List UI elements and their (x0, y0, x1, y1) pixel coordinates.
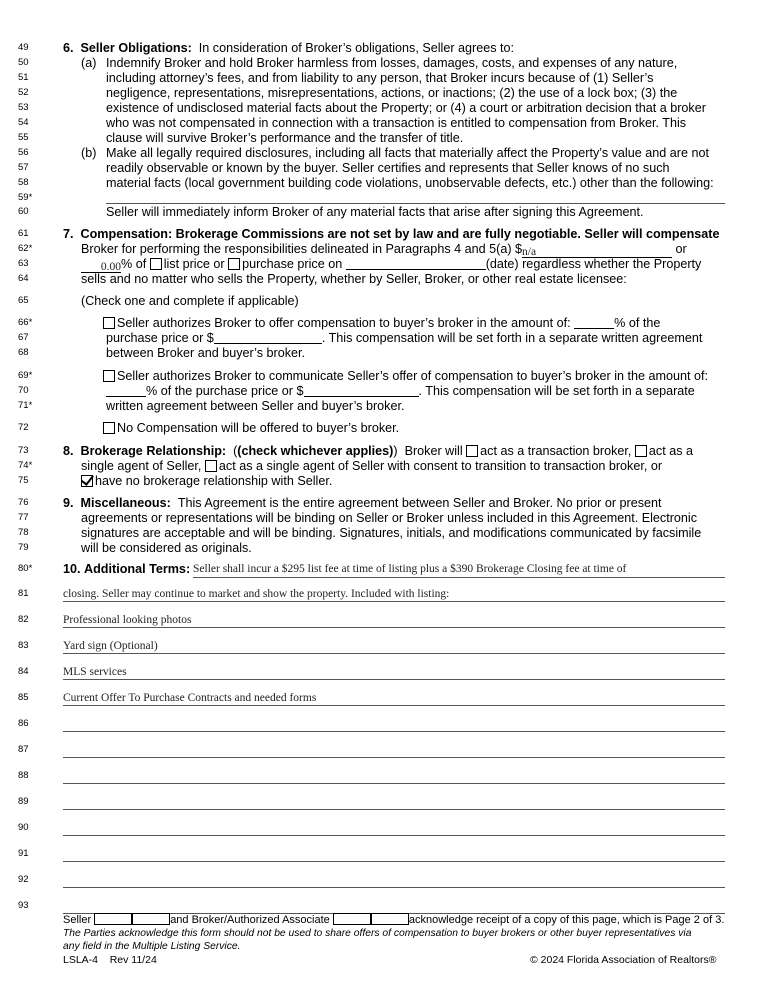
section-number: 6. (63, 41, 74, 55)
additional-terms-text[interactable]: Professional looking photos (63, 614, 192, 626)
section-intro: In consideration of Broker’s obligations, Seller agrees to: (198, 41, 515, 55)
additional-terms-text[interactable]: Yard sign (Optional) (63, 640, 158, 652)
option-1-text: Seller authorizes Broker to offer compensation to buyer’s broker in the amount of: (117, 316, 571, 330)
additional-terms-text[interactable]: Seller shall incur a $295 list fee at time of listing plus a $390 Brokerage Closing fee at time of (193, 563, 627, 575)
or-text: or (675, 242, 687, 256)
additional-terms-line[interactable] (193, 577, 725, 578)
list-price-label: list price or (163, 257, 225, 271)
line-number: 88 (18, 770, 29, 781)
line-number: 66* (18, 317, 33, 328)
option-1-line1 (103, 316, 660, 330)
section-title: Additional Terms: (84, 562, 191, 576)
option-1-text: . This compensation will be set forth in a separate written agreement (321, 331, 703, 345)
purchase-price-checkbox[interactable] (228, 258, 240, 270)
clause-b-last: Seller will immediately inform Broker of any material facts that arise after signing this Agreement. (106, 205, 644, 219)
clause-a-line: clause will survive Broker’s performance and the transfer of title. (106, 131, 464, 145)
line-number: 82 (18, 614, 29, 625)
line-number: 68 (18, 347, 29, 358)
option-2-line3: written agreement between Seller and buyer’s broker. (106, 399, 405, 413)
additional-terms-text[interactable]: closing. Seller may continue to market and show the property. Included with listing: (63, 588, 450, 600)
line-number: 91 (18, 848, 29, 859)
option-2-text: Seller authorizes Broker to communicate Seller’s offer of compensation to buyer’s broker in the amount of: (117, 369, 709, 383)
line-number: 83 (18, 640, 29, 651)
line-number: 77 (18, 512, 29, 523)
line-number: 70 (18, 385, 29, 396)
clause-a-line: including attorney’s fees, and from liability to any person, that Broker incurs because of (1) Seller’s (106, 71, 654, 85)
line-number: 54 (18, 117, 29, 128)
clause-a-line: who was not compensated in connection with a transaction is entitled to compensation from Broker. This (106, 116, 687, 130)
option-2-line2 (106, 384, 695, 398)
option-1-percent-field[interactable] (574, 317, 614, 329)
seller-initials-box[interactable] (94, 913, 132, 925)
line-number: 76 (18, 497, 29, 508)
section-number: 9. (63, 496, 74, 510)
section-title: Miscellaneous: (80, 496, 171, 510)
section-9-line: will be considered as originals. (81, 541, 252, 555)
line-number: 80* (18, 563, 33, 574)
line-number: 65 (18, 295, 29, 306)
line-number: 52 (18, 87, 29, 98)
line-number: 67 (18, 332, 29, 343)
check-instruction: (check whichever applies) (237, 444, 394, 458)
section-8-line3 (81, 474, 332, 488)
no-relationship-checkbox[interactable] (81, 475, 93, 487)
line-number: 74* (18, 460, 33, 471)
seller-label: Seller (63, 914, 92, 926)
line-number: 63 (18, 258, 29, 269)
clause-b-line: readily observable or known by the buyer. Seller certifies and represents that Seller knows of no such (106, 161, 670, 175)
form-id: LSLA-4 Rev 11/24 (63, 954, 157, 966)
line-number: 81 (18, 588, 29, 599)
line-number: 90 (18, 822, 29, 833)
disclosure-input-line[interactable] (106, 203, 725, 204)
purchase-price-label: purchase price on (242, 257, 343, 271)
line-number: 84 (18, 666, 29, 677)
transition-checkbox[interactable] (205, 460, 217, 472)
line-number: 78 (18, 527, 29, 538)
section-10-heading (63, 562, 190, 576)
section-7-line1 (63, 227, 719, 241)
option-1-text: % of the (614, 316, 661, 330)
single-agent-checkbox[interactable] (635, 445, 647, 457)
section-8-line2 (81, 459, 662, 473)
compensation-text: Broker for performing the responsibilities delineated in Paragraphs 4 and 5(a) $ (81, 242, 523, 256)
option-3-text: No Compensation will be offered to buyer’s broker. (117, 421, 400, 435)
option-2-text: % of the purchase price or $ (146, 384, 304, 398)
list-price-checkbox[interactable] (150, 258, 162, 270)
section-8-line1: 8. Brokerage Relationship: ((check whichever applies)) Broker will act as a transaction broker, act as a (63, 444, 693, 458)
acknowledge-text: acknowledge receipt of a copy of this page, which is Page 2 of 3. (408, 914, 725, 926)
line-number: 58 (18, 177, 29, 188)
clause-b-line: Make all legally required disclosures, including all facts that materially affect the Property’s value and are not (106, 146, 709, 160)
section-9-line: agreements or representations will be binding on Seller or Broker unless included in this Agreement. Electronic (81, 511, 698, 525)
section-9-line: signatures are acceptable and will be binding. Signatures, initials, and modifications communicated by facsimile (81, 526, 702, 540)
option-2-percent-field[interactable] (106, 385, 146, 397)
section-6-heading (63, 41, 514, 55)
clause-label: (b) (81, 146, 97, 160)
additional-terms-line[interactable] (63, 601, 725, 602)
additional-terms-text[interactable]: Current Offer To Purchase Contracts and needed forms (63, 692, 317, 704)
line-number: 87 (18, 744, 29, 755)
broker-label: and Broker/Authorized Associate (170, 914, 330, 926)
additional-terms-line[interactable] (63, 731, 725, 732)
section-text: This Agreement is the entire agreement between Seller and Broker. No prior or present (177, 496, 662, 510)
option-2-line1 (103, 369, 708, 383)
option-3-line (103, 421, 399, 435)
additional-terms-line[interactable] (63, 887, 725, 888)
line-number: 79 (18, 542, 29, 553)
additional-terms-line[interactable] (63, 783, 725, 784)
line-number: 53 (18, 102, 29, 113)
clause-a-line: Indemnify Broker and hold Broker harmless from losses, damages, costs, and expenses of any nature, (106, 56, 678, 70)
clause-a-line: existence of undisclosed material facts about the Property; or (4) a court or arbitration decision that a broker (106, 101, 706, 115)
line-number: 86 (18, 718, 29, 729)
footer-note: The Parties acknowledge this form should not be used to share offers of compensation to buyer brokers or other buyer representatives via (63, 928, 692, 939)
single-agent-label: act as a (648, 444, 693, 458)
single-agent-label: single agent of Seller, (81, 459, 202, 473)
option-1-line2 (106, 331, 702, 345)
additional-terms-text[interactable]: MLS services (63, 666, 127, 678)
date-field[interactable] (346, 258, 486, 270)
section-number: 10. (63, 562, 81, 576)
line-number: 51 (18, 72, 29, 83)
section-number: 7. (63, 227, 74, 241)
line-number: 71* (18, 400, 33, 411)
additional-terms-line[interactable] (63, 679, 725, 680)
option-1-text: purchase price or $ (106, 331, 214, 345)
line-number: 93 (18, 900, 29, 911)
additional-terms-line[interactable] (63, 627, 725, 628)
no-relationship-label: have no brokerage relationship with Seller. (95, 474, 333, 488)
option-1-line3: between Broker and buyer’s broker. (106, 346, 306, 360)
additional-terms-line[interactable] (63, 705, 725, 706)
broker-initials-box[interactable] (333, 913, 371, 925)
additional-terms-line[interactable] (63, 861, 725, 862)
line-number: 85 (18, 692, 29, 703)
line-number: 55 (18, 132, 29, 143)
section-title: Seller Obligations: (80, 41, 192, 55)
additional-terms-line[interactable] (63, 653, 725, 654)
line-number: 89 (18, 796, 29, 807)
clause-a-line: negligence, representations, misrepresentations, actions, or inactions; (2) the use of a lock box; (3) the (106, 86, 678, 100)
option-1-amount-field[interactable] (214, 332, 322, 344)
transition-label: act as a single agent of Seller with consent to transition to transaction broker, or (218, 459, 663, 473)
option-3-checkbox[interactable] (103, 422, 115, 434)
transaction-broker-checkbox[interactable] (466, 445, 478, 457)
additional-terms-line[interactable] (63, 809, 725, 810)
clause-b-line: material facts (local government building code violations, unobservable defects, etc.) other than the following: (106, 176, 714, 190)
copyright: © 2024 Florida Association of Realtors® (530, 954, 717, 966)
check-one-note: (Check one and complete if applicable) (81, 294, 299, 308)
line-number: 49 (18, 42, 29, 53)
line-number: 72 (18, 422, 29, 433)
additional-terms-line[interactable] (63, 835, 725, 836)
option-1-checkbox[interactable] (103, 317, 115, 329)
broker-will-text: Broker will (404, 444, 463, 458)
line-number: 60 (18, 206, 29, 217)
initials-line (63, 913, 724, 926)
line-number: 61 (18, 228, 29, 239)
percent-field[interactable]: 0.00 (81, 261, 121, 273)
compensation-heading: Compensation: Brokerage Commissions are not set by law and are fully negotiable. Seller will compensate (80, 227, 720, 241)
section-9-line1 (63, 496, 662, 510)
line-number: 92 (18, 874, 29, 885)
line-number: 64 (18, 273, 29, 284)
section-7-line3 (81, 257, 701, 273)
line-number: 57 (18, 162, 29, 173)
line-number: 73 (18, 445, 29, 456)
section-7-line2 (81, 242, 687, 258)
footer-note: any field in the Multiple Listing Service. (63, 941, 241, 952)
transaction-broker-label: act as a transaction broker, (480, 444, 632, 458)
percent-of-text: % of (121, 257, 147, 271)
additional-terms-line[interactable] (63, 757, 725, 758)
clause-label: (a) (81, 56, 97, 70)
line-number: 62* (18, 243, 33, 254)
fee-amount-field[interactable]: n/a (522, 246, 672, 258)
section-title: Brokerage Relationship: (80, 444, 227, 458)
seller-initials-box[interactable] (132, 913, 170, 925)
line-number: 59* (18, 192, 33, 203)
option-2-checkbox[interactable] (103, 370, 115, 382)
date-label: (date) regardless whether the Property (485, 257, 702, 271)
line-number: 69* (18, 370, 33, 381)
option-2-text: . This compensation will be set forth in a separate (418, 384, 695, 398)
line-number: 50 (18, 57, 29, 68)
broker-initials-box[interactable] (371, 913, 409, 925)
option-2-amount-field[interactable] (304, 385, 419, 397)
line-number: 56 (18, 147, 29, 158)
line-number: 75 (18, 475, 29, 486)
section-number: 8. (63, 444, 74, 458)
section-7-line4: sells and no matter who sells the Property, whether by Seller, Broker, or other real estate licensee: (81, 272, 627, 286)
